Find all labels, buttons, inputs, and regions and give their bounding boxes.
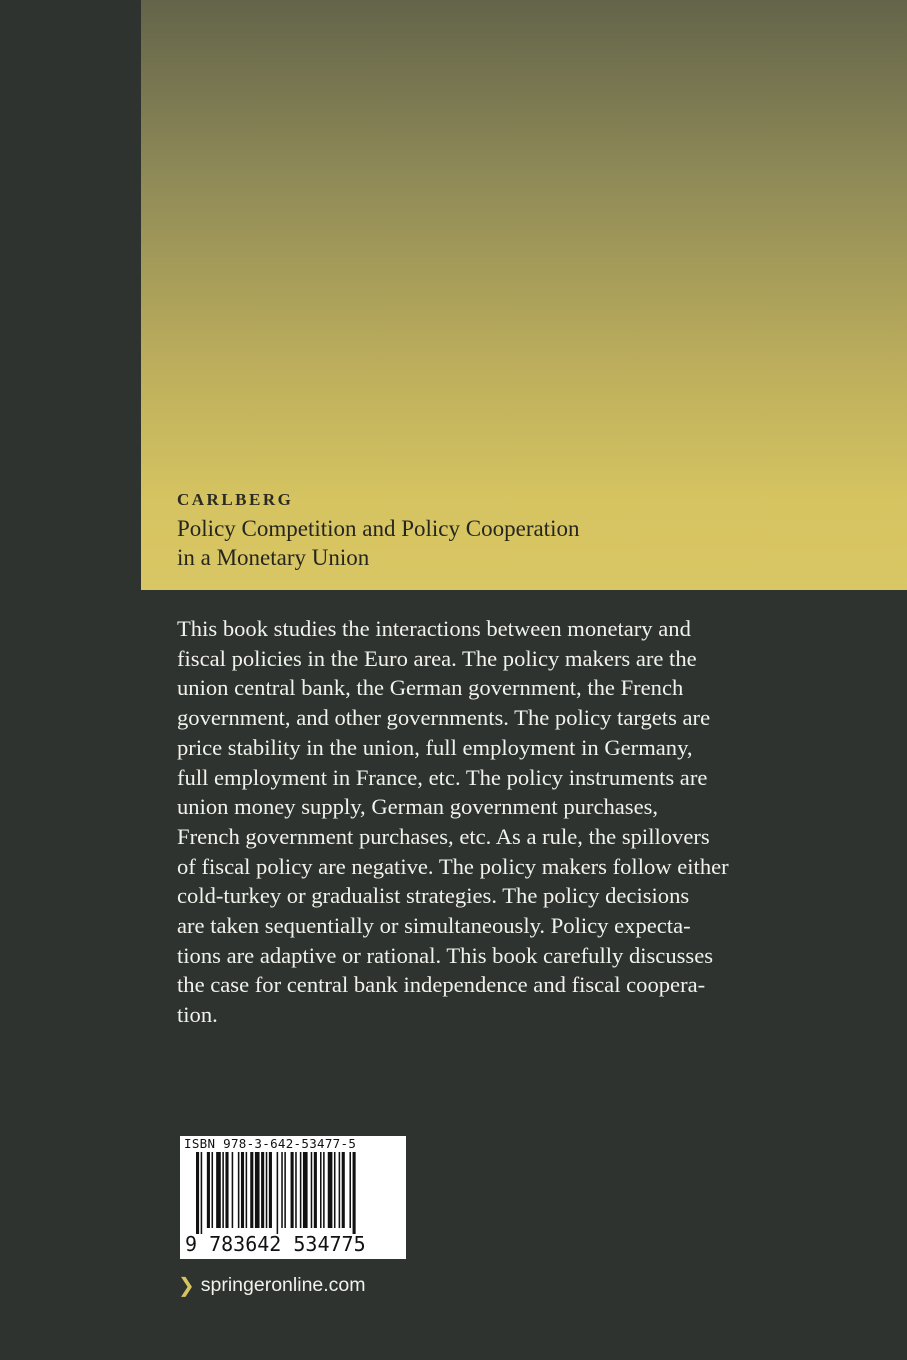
description-line: of fiscal policy are negative. The policy makers follow either <box>177 853 729 879</box>
barcode-bar <box>349 1152 351 1228</box>
book-title-line-1: Policy Competition and Policy Cooperation <box>177 516 580 541</box>
barcode-bar <box>250 1152 253 1228</box>
description-line: full employment in France, etc. The policy instruments are <box>177 764 708 790</box>
description-line: union money supply, German government purchases, <box>177 794 659 820</box>
description-line: fiscal policies in the Euro area. The policy makers are the <box>177 645 697 671</box>
barcode-bars <box>180 1152 406 1234</box>
barcode-bar <box>311 1152 313 1228</box>
description-line: This book studies the interactions between monetary and <box>177 616 691 641</box>
isbn-label: ISBN 978-3-642-53477-5 <box>184 1136 357 1151</box>
barcode-bar <box>320 1152 322 1228</box>
barcode-bar <box>281 1152 283 1228</box>
description-line: cold-turkey or gradualist strategies. The policy decisions <box>177 883 690 909</box>
barcode-bar <box>269 1152 272 1228</box>
barcode-bar <box>255 1152 260 1228</box>
barcode-bar <box>266 1152 268 1228</box>
barcode-bar <box>323 1152 325 1228</box>
description-line: are taken sequentially or simultaneously. Policy expecta- <box>177 913 691 939</box>
barcode-bar <box>238 1152 240 1228</box>
description-line: tions are adaptive or rational. This book carefully discusses <box>177 942 714 968</box>
book-title-line-2: in a Monetary Union <box>177 545 370 570</box>
chevron-right-icon: ❯ <box>178 1273 195 1297</box>
barcode-bar <box>261 1152 264 1228</box>
barcode-bar <box>277 1152 279 1234</box>
barcode-bar <box>196 1152 199 1234</box>
barcode-bar <box>334 1152 336 1228</box>
barcode-bar <box>216 1152 221 1228</box>
barcode-bar <box>339 1152 341 1228</box>
barcode-bar <box>201 1152 203 1234</box>
description-line: tion. <box>177 1002 218 1028</box>
barcode-bar <box>328 1152 333 1228</box>
title-block <box>177 490 877 572</box>
barcode-bar <box>222 1152 224 1228</box>
barcode-bar <box>241 1152 244 1228</box>
ean-digits: 9 783642 534775 <box>185 1232 366 1256</box>
description-line: the case for central bank independence and fiscal coopera- <box>177 972 706 998</box>
barcode-bar <box>303 1152 308 1228</box>
barcode-bar <box>246 1152 248 1228</box>
description-line: French government purchases, etc. As a rule, the spillovers <box>177 823 710 849</box>
author-name: CARLBERG <box>177 490 294 509</box>
barcode-bar <box>314 1152 317 1228</box>
book-description <box>177 614 755 1030</box>
barcode-bar <box>225 1152 228 1228</box>
barcode-bar <box>232 1152 234 1228</box>
barcode-bar <box>353 1152 356 1234</box>
barcode-bar <box>342 1152 345 1228</box>
barcode-bar <box>295 1152 297 1228</box>
barcode-bar <box>300 1152 302 1228</box>
publisher-link-text: springeronline.com <box>200 1273 366 1296</box>
isbn-barcode <box>180 1136 406 1259</box>
description-line: union central bank, the German government, the French <box>177 675 684 701</box>
publisher-website-link[interactable] <box>178 1271 366 1299</box>
description-line: price stability in the union, full employment in Germany, <box>177 734 693 760</box>
barcode-bar <box>207 1152 210 1228</box>
barcode-bar <box>291 1152 294 1228</box>
barcode-bar <box>212 1152 214 1228</box>
description-line: government, and other governments. The policy targets are <box>177 705 711 731</box>
barcode-bar <box>284 1152 286 1228</box>
